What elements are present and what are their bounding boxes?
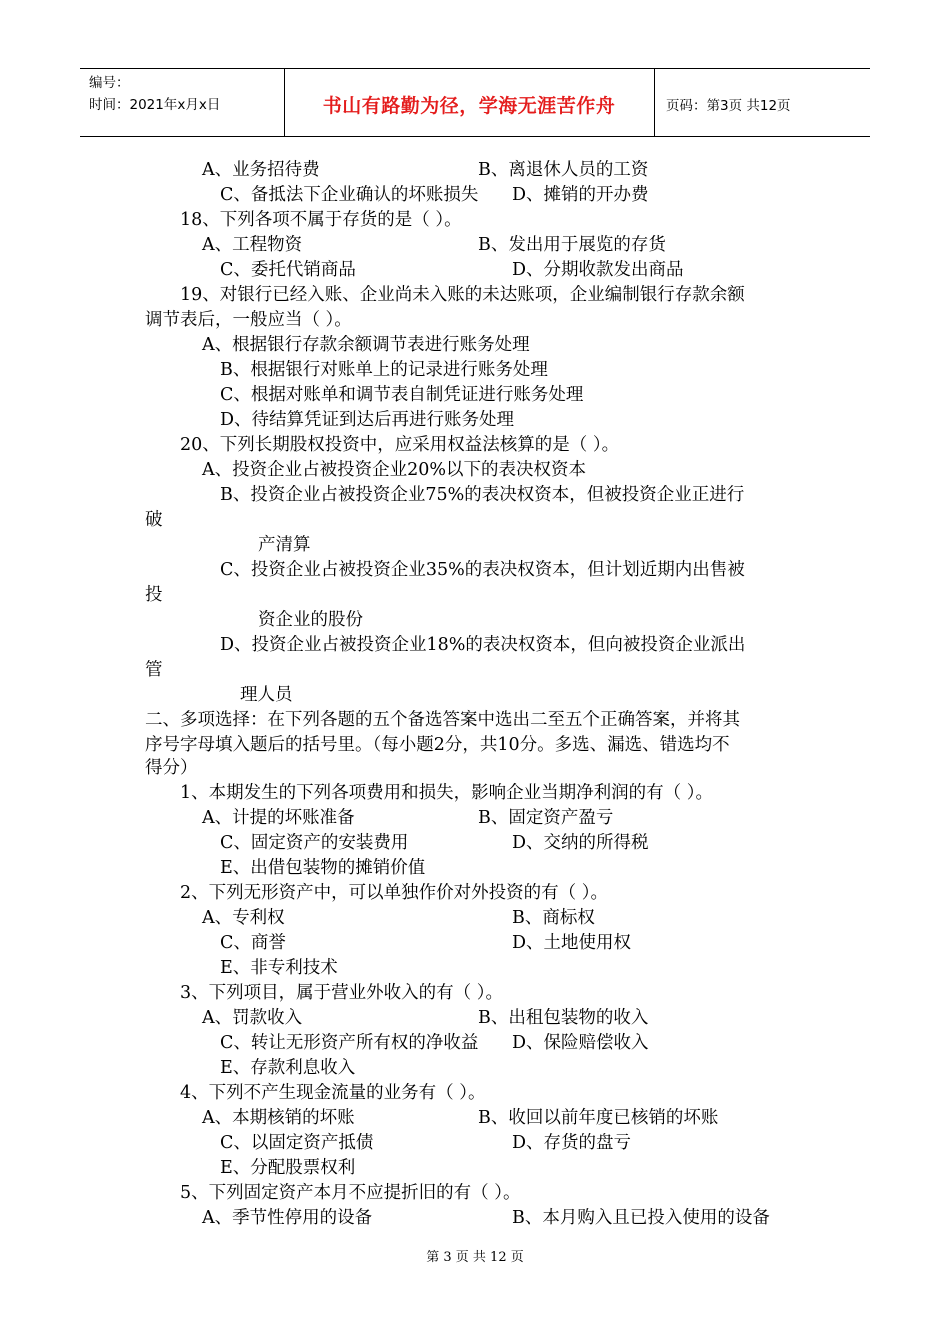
header-page-info: 页码：第3页 共12页 (666, 98, 791, 114)
text-line: 得分） (145, 758, 198, 778)
text-line: 18、下列各项不属于存货的是（ ）。 (180, 210, 462, 230)
text-line-option: B、出租包装物的收入 (478, 1008, 649, 1028)
text-line: A、工程物资 (202, 235, 303, 255)
text-line-option: D、保险赔偿收入 (512, 1033, 649, 1053)
text-line-option: B、发出用于展览的存货 (478, 235, 666, 255)
text-line: A、本期核销的坏账 (202, 1108, 355, 1128)
text-line: C、以固定资产抵债 (220, 1133, 374, 1153)
text-line: E、非专利技术 (220, 958, 338, 978)
text-line: 破 (145, 510, 163, 530)
text-line-option: D、摊销的开办费 (512, 185, 649, 205)
text-line: 4、下列不产生现金流量的业务有（ ）。 (180, 1083, 486, 1103)
text-line-option: B、离退休人员的工资 (478, 160, 649, 180)
text-line: 管 (145, 660, 163, 680)
text-line: A、专利权 (202, 908, 285, 928)
document-date: 时间：2021年x月x日 (89, 97, 221, 113)
text-line: C、投资企业占被投资企业35%的表决权资本，但计划近期内出售被 (220, 560, 745, 580)
text-line: A、季节性停用的设备 (202, 1208, 373, 1228)
text-line: D、投资企业占被投资企业18%的表决权资本，但向被投资企业派出 (220, 635, 746, 655)
text-line-option: D、交纳的所得税 (512, 833, 649, 853)
text-line: 调节表后，一般应当（ ）。 (145, 310, 352, 330)
text-line: E、分配股票权利 (220, 1158, 356, 1178)
text-line-option: D、分期收款发出商品 (512, 260, 684, 280)
text-line: C、固定资产的安装费用 (220, 833, 409, 853)
text-line: A、投资企业占被投资企业20%以下的表决权资本 (202, 460, 587, 480)
text-line: 19、对银行已经入账、企业尚未入账的未达账项，企业编制银行存款余额 (180, 285, 745, 305)
document-number-label: 编号： (89, 75, 130, 91)
text-line: E、出借包装物的摊销价值 (220, 858, 426, 878)
text-line: A、罚款收入 (202, 1008, 303, 1028)
text-line: C、委托代销商品 (220, 260, 356, 280)
text-line: 产清算 (258, 535, 311, 555)
text-line-option: B、固定资产盈亏 (478, 808, 614, 828)
header-meta (89, 72, 220, 116)
text-line: B、根据银行对账单上的记录进行账务处理 (220, 360, 548, 380)
text-line: 20、下列长期股权投资中，应采用权益法核算的是（ ）。 (180, 435, 620, 455)
text-line: B、投资企业占被投资企业75%的表决权资本，但被投资企业正进行 (220, 485, 745, 505)
text-line: 序号字母填入题后的括号里。（每小题2分，共10分。多选、漏选、错选均不 (145, 735, 730, 755)
text-line: A、计提的坏账准备 (202, 808, 355, 828)
text-line: C、转让无形资产所有权的净收益 (220, 1033, 479, 1053)
page-header (80, 68, 870, 137)
text-line-option: B、本月购入且已投入使用的设备 (512, 1208, 770, 1228)
text-line: 5、下列固定资产本月不应提折旧的有（ ）。 (180, 1183, 521, 1203)
text-line: 1、本期发生的下列各项费用和损失，影响企业当期净利润的有（ ）。 (180, 783, 713, 803)
text-line-option: B、商标权 (512, 908, 595, 928)
text-line: A、业务招待费 (202, 160, 320, 180)
header-divider (654, 69, 655, 136)
text-line: C、商誉 (220, 933, 286, 953)
text-line: 二、多项选择：在下列各题的五个备选答案中选出二至五个正确答案，并将其 (145, 710, 740, 730)
text-line: 理人员 (240, 685, 293, 705)
text-line: A、根据银行存款余额调节表进行账务处理 (202, 335, 530, 355)
text-line: D、待结算凭证到达后再进行账务处理 (220, 410, 515, 430)
text-line: 3、下列项目，属于营业外收入的有（ ）。 (180, 983, 503, 1003)
text-line-option: B、收回以前年度已核销的坏账 (478, 1108, 719, 1128)
text-line: E、存款利息收入 (220, 1058, 356, 1078)
header-motto: 书山有路勤为径，学海无涯苦作舟 (322, 95, 616, 117)
text-line: 资企业的股份 (258, 610, 363, 630)
text-line: 投 (145, 585, 163, 605)
text-line: C、根据对账单和调节表自制凭证进行账务处理 (220, 385, 584, 405)
text-line-option: D、土地使用权 (512, 933, 632, 953)
text-line: C、备抵法下企业确认的坏账损失 (220, 185, 479, 205)
text-line-option: D、存货的盘亏 (512, 1133, 632, 1153)
page-footer: 第 3 页 共 12 页 (426, 1250, 524, 1265)
text-line: 2、下列无形资产中，可以单独作价对外投资的有（ ）。 (180, 883, 608, 903)
